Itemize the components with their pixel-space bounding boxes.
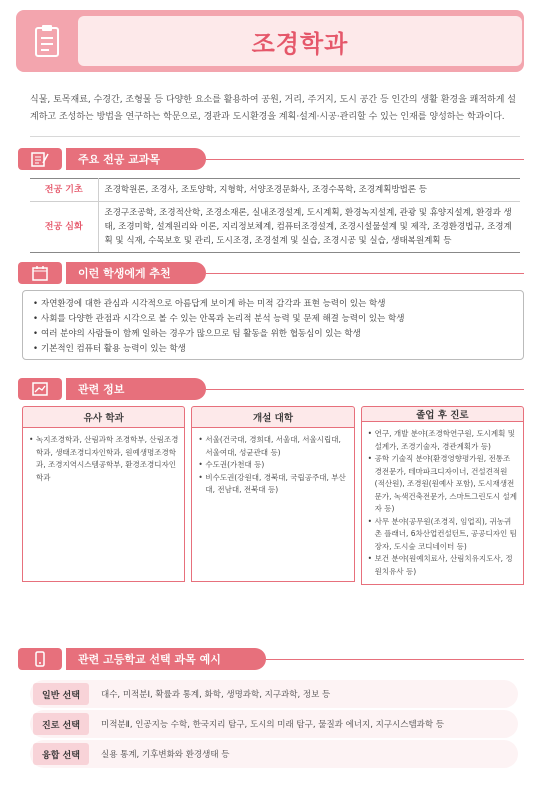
intro-text: 식물, 토목재료, 수경간, 조형물 등 다양한 요소를 활용하여 공원, 거리, 주거지, 도시 공간 등 인간의 생활 환경을 쾌적하게 설계하고 조성하는 방법을 연구하는 학문으로, 경관과 도시환경을 계획·설계·시공·관리할 수 있는 인재를 양성하는 학과이다. — [30, 92, 520, 137]
list-item: • 사회를 다양한 관점과 시각으로 볼 수 있는 안목과 논리적 분석 능력 및 문제 해결 능력이 있는 학생 — [33, 312, 513, 327]
list-item: • 사무 분야(공무원(조경직, 임업직), 귀농귀촌 플래너, 6차산업컨설턴트, 공공디자인 팀장자, 도시숲 코디네이터 등) — [368, 516, 517, 554]
column-body — [191, 428, 354, 582]
clipboard-icon — [34, 24, 60, 58]
row-value: 조경학원론, 조경사, 조토양학, 지형학, 서양조경문화사, 조경수목학, 조경계획방법론 등 — [98, 179, 520, 202]
list-item: • 수도권(가천대 등) — [198, 459, 347, 472]
row-label: 전공 기초 — [30, 179, 98, 202]
divider — [266, 659, 524, 660]
list-item: • 보건 분야(원예치료사, 산림치유지도사, 정원치유사 등) — [368, 553, 517, 578]
section-title: 주요 전공 교과목 — [66, 148, 206, 170]
info-columns — [22, 406, 524, 582]
divider — [206, 159, 524, 160]
row-label: 전공 심화 — [30, 202, 98, 253]
list-item: • 자연환경에 대한 관심과 시각적으로 아름답게 보이게 하는 미적 감각과 표현 능력이 있는 학생 — [33, 297, 513, 312]
divider — [206, 389, 524, 390]
notepad-icon — [18, 148, 62, 170]
title-bar — [16, 10, 524, 72]
list-item: • 녹지조경학과, 산림과학 조경학부, 산림조경학과, 생태조경디자인학과, 원예생명조경학과, 조경지역시스템공학부, 환경조경디자인학과 — [29, 434, 178, 484]
row-value: 미적분Ⅱ, 인공지능 수학, 한국지리 탐구, 도시의 미래 탐구, 물질과 에너지, 지구시스템과학 등 — [101, 720, 445, 730]
section-title: 관련 정보 — [66, 378, 206, 400]
row-value: 조경구조공학, 조경적산학, 조경소재론, 실내조경설계, 도시계획, 환경녹지설계, 관광 및 휴양지설계, 환경과 생태, 조경미학, 설계원리와 이론, 지리정보체계, 컴퓨터조경설계, 조경시설물설계 및 제작, 조경환경법규, 조경계획 및 식재, 수목보호 및 관리, 도시조경, 조경설계 및 실습, 조경시공 및 실습, 생태복원계획 등 — [98, 202, 520, 253]
info-column-similar — [22, 406, 185, 582]
phone-icon — [18, 648, 62, 670]
list-item: • 비수도권(강원대, 경북대, 국립공주대, 부산대, 전남대, 전북대 등) — [198, 472, 347, 497]
table-row — [30, 202, 520, 253]
column-title: 유사 학과 — [22, 406, 185, 428]
courses-table — [30, 178, 520, 253]
table-row — [30, 740, 518, 768]
title-inner — [78, 16, 522, 66]
table-row — [30, 179, 520, 202]
section-title: 관련 고등학교 선택 과목 예시 — [66, 648, 266, 670]
section-title: 이런 학생에게 추천 — [66, 262, 206, 284]
recommend-box — [22, 290, 524, 360]
column-title: 개설 대학 — [191, 406, 354, 428]
list-item: • 여러 분야의 사람들이 함께 일하는 경우가 많으므로 팀 활동을 위한 협동심이 있는 학생 — [33, 327, 513, 342]
row-value: 실용 통계, 기후변화와 환경생태 등 — [101, 750, 230, 760]
divider — [206, 273, 524, 274]
section-header-highschool — [18, 648, 524, 670]
row-label: 진로 선택 — [33, 713, 89, 735]
list-item: • 공학 기술직 분야(환경영향평가원, 전통조경전문가, 테마파크디자이너, 건설견적원(적산원), 조경원(원예사 포함), 도시재생전문가, 녹색건축전문가, 스마트그린도시 설계자 등) — [368, 453, 517, 516]
info-column-universities — [191, 406, 354, 582]
column-title: 졸업 후 진로 — [361, 406, 524, 422]
table-row — [30, 710, 518, 738]
list-item: • 서울(건국대, 경희대, 서울대, 서울시립대, 서울여대, 성균관대 등) — [198, 434, 347, 459]
row-label: 일반 선택 — [33, 683, 89, 705]
chart-icon — [18, 378, 62, 400]
list-item: • 연구, 개발 분야(조경학연구원, 도시계획 및 설계가, 조경기술자, 경관계획가 등) — [368, 428, 517, 453]
section-header-info — [18, 378, 524, 400]
section-header-courses — [18, 148, 524, 170]
page-title: 조경학과 — [251, 29, 349, 58]
table-row — [30, 680, 518, 708]
info-column-careers — [361, 406, 524, 582]
row-label: 융합 선택 — [33, 743, 89, 765]
section-header-recommend — [18, 262, 524, 284]
calendar-icon — [18, 262, 62, 284]
column-body — [361, 422, 524, 585]
list-item: • 기본적인 컴퓨터 활용 능력이 있는 학생 — [33, 342, 513, 357]
row-value: 대수, 미적분Ⅰ, 확률과 통계, 화학, 생명과학, 지구과학, 정보 등 — [101, 690, 331, 700]
column-body — [22, 428, 185, 582]
highschool-table — [30, 680, 518, 770]
